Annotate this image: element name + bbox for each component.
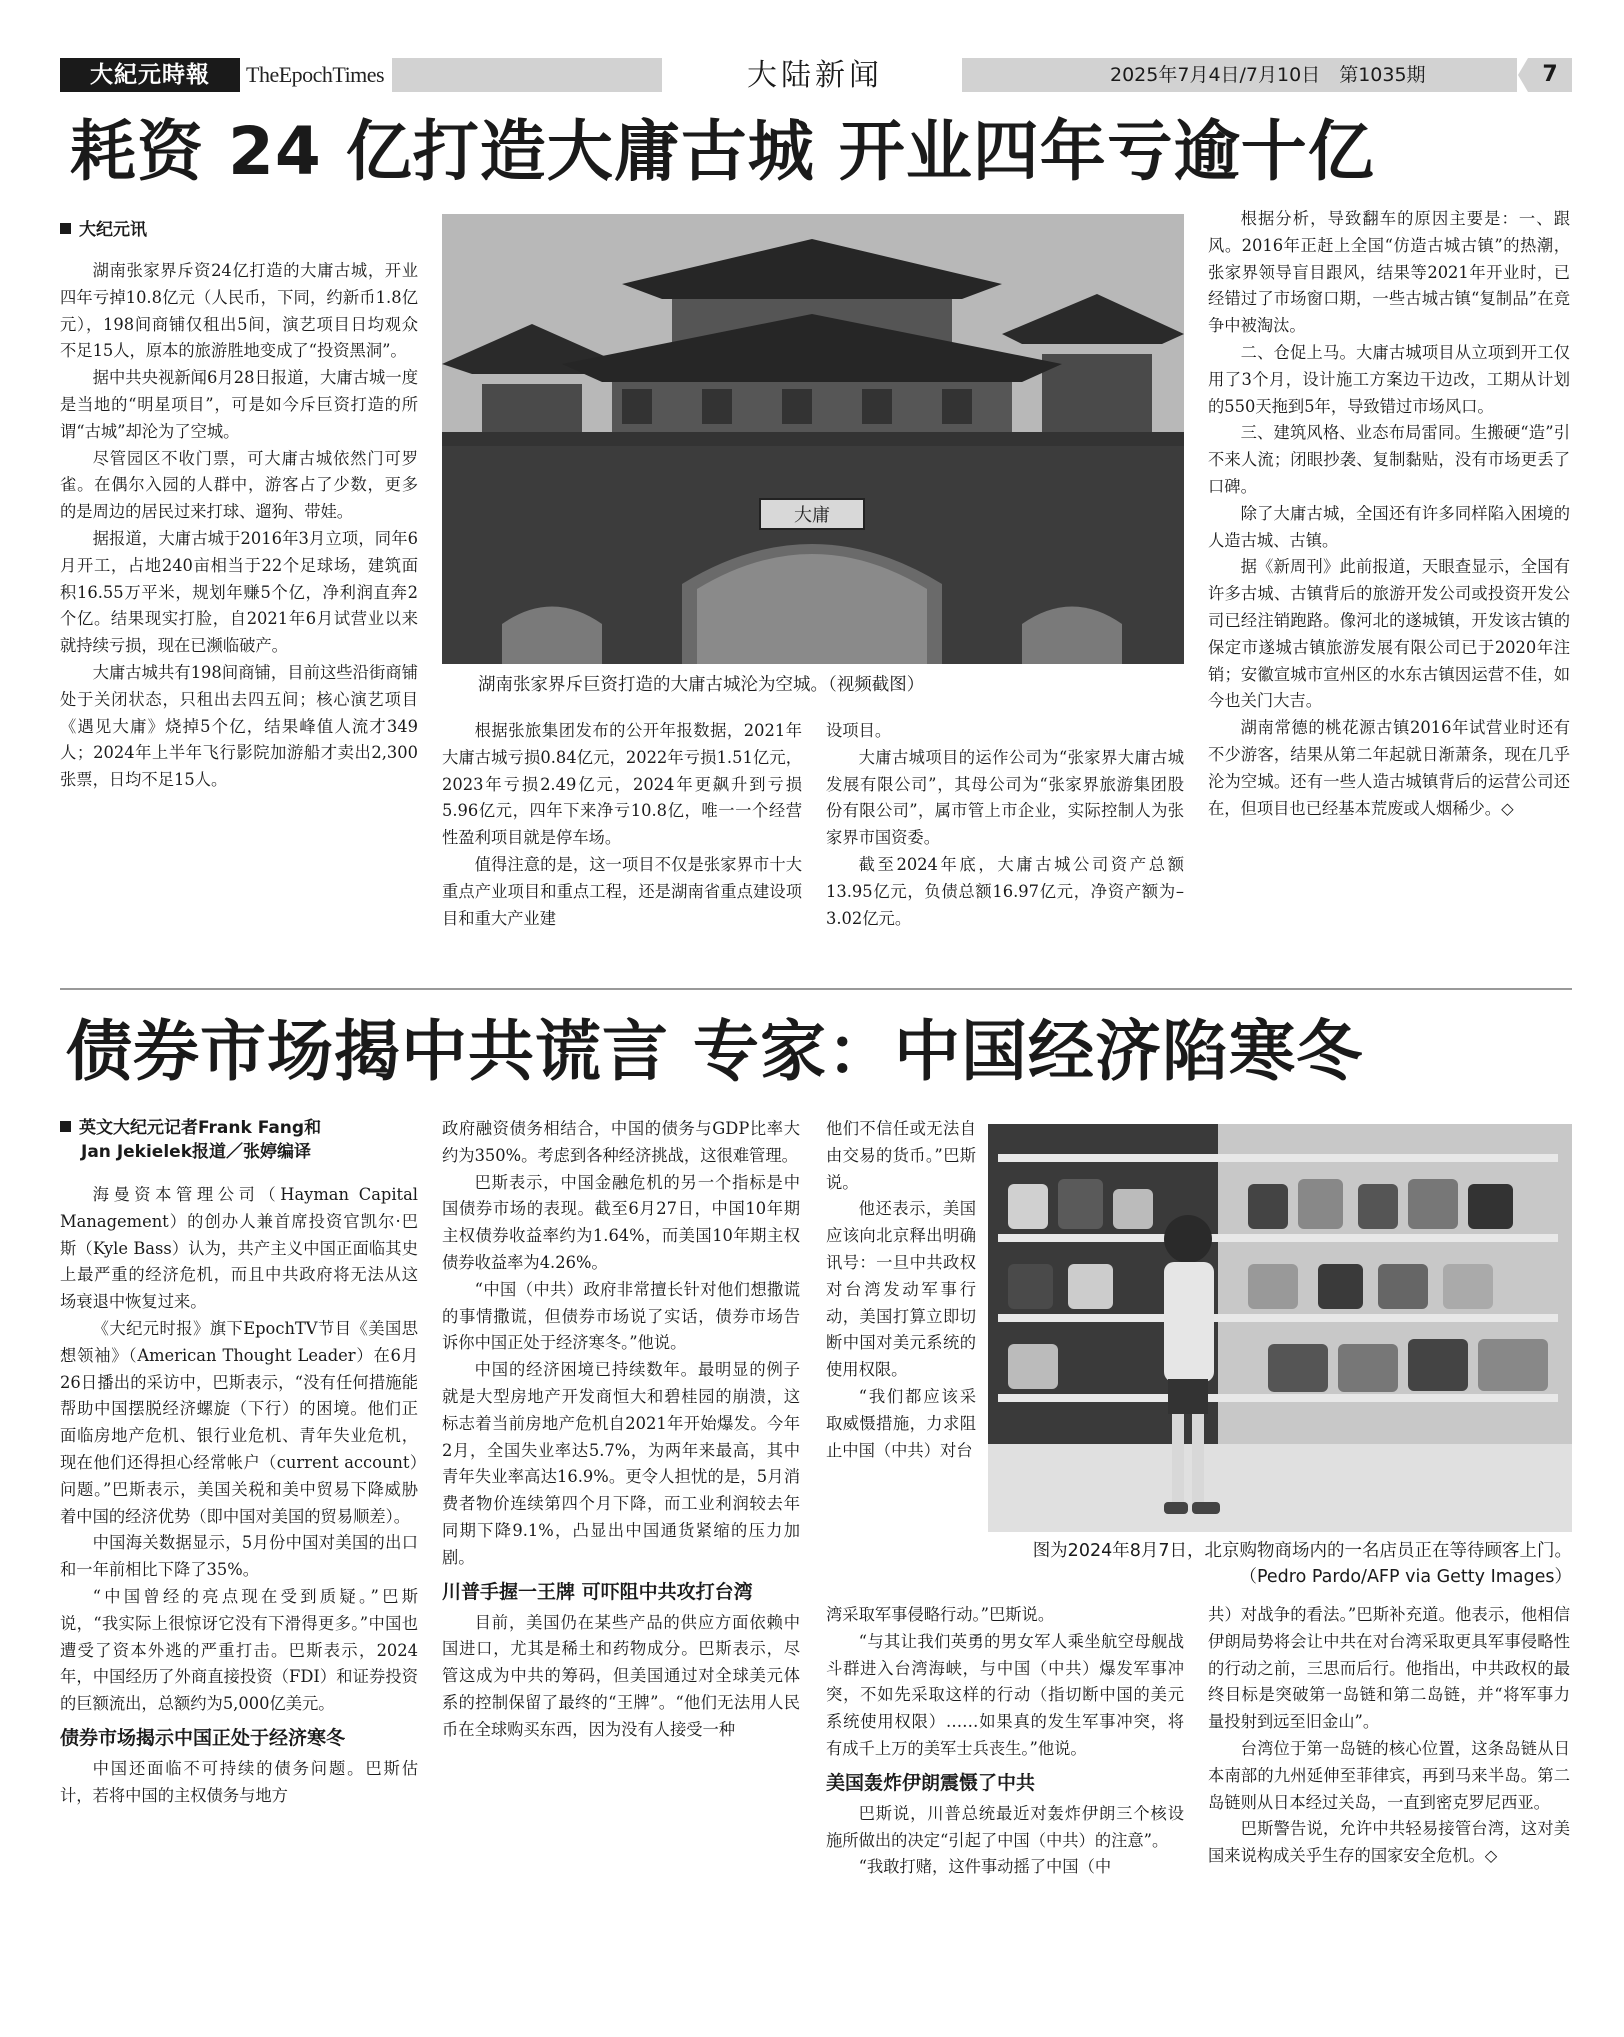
subheading: 川普手握一王牌 可吓阻中共攻打台湾	[442, 1580, 753, 1603]
paragraph: 台湾位于第一岛链的核心位置，这条岛链从日本南部的九州延伸至菲律宾，再到马来半岛。第二岛链则从日本经过关岛，一直到密克罗尼西亚。	[1208, 1738, 1570, 1812]
article2-photo	[988, 1124, 1572, 1532]
article1-column-3	[826, 718, 1184, 932]
paragraph: 共）对战争的看法。”巴斯补充道。他表示，他相信伊朗局势将会让中共在对台湾采取更具军事侵略性的行动之前，三思而后行。他指出，中共政权的最终目标是突破第一岛链和第二岛链，并“将军事力量投射到远至旧金山”。	[1208, 1605, 1570, 1732]
paragraph: 巴斯表示，中国金融危机的另一个指标是中国债券市场的表现。截至6月27日，中国10年期主权债券收益率约为1.64%，而美国10年期主权债券收益率为4.26%。	[442, 1172, 800, 1272]
paragraph: 湖南张家界斥资24亿打造的大庸古城，开业四年亏掉10.8亿元（人民币，下同，约新币1.8亿元），198间商铺仅租出5间，演艺项目日均观众不足15人，原本的旅游胜地变成了“投资黑洞”。	[60, 261, 418, 361]
byline-text-1: 英文大纪元记者Frank Fang和	[79, 1118, 322, 1138]
article2-caption: 图为2024年8月7日，北京购物商场内的一名店员正在等待顾客上门。（Pedro Pardo/AFP via Getty Images）	[1032, 1541, 1572, 1587]
article2-column-4	[1208, 1602, 1570, 1870]
paragraph: 二、仓促上马。大庸古城项目从立项到开工仅用了3个月，设计施工方案边干边改，工期从计划的550天拖到5年，导致错过市场风口。	[1208, 342, 1570, 416]
paragraph: 湖南常德的桃花源古镇2016年试营业时还有不少游客，结果从第二年起就日渐萧条，现在几乎沦为空城。还有一些人造古城镇背后的运营公司还在，但项目也已经基本荒废或人烟稀少。◇	[1208, 718, 1570, 818]
issue-dateline: 2025年7月4日/7月10日 第1035期	[1110, 64, 1426, 86]
bullet-square-icon	[60, 1121, 71, 1132]
byline-line-2: Jan Jekielek报道／张婷编译	[81, 1142, 311, 1162]
paragraph: 根据分析，导致翻车的原因主要是：一、跟风。2016年正赶上全国“仿造古城古镇”的热潮，张家界领导盲目跟风，结果等2021年开业时，已经错过了市场窗口期，一些古城古镇“复制品”在竞争中被淘汰。	[1208, 209, 1570, 336]
paragraph: 海曼资本管理公司（Hayman Capital Management）的创办人兼首席投资官凯尔·巴斯（Kyle Bass）认为，共产主义中国正面临其史上最严重的经济危机，而且中共政府将无法从这场衰退中恢复过来。	[60, 1185, 418, 1312]
paragraph: 《大纪元时报》旗下EpochTV节目《美国思想领袖》（American Thought Leader）在6月26日播出的采访中，巴斯表示，“没有任何措施能帮助中国摆脱经济螺旋（下行）的困境。他们正面临房地产危机、银行业危机、青年失业危机，现在他们还得担心经常帐户（current account）问题。”巴斯表示，美国关税和美中贸易下降威胁着中国的经济优势（即中国对美国的贸易顺差）。	[60, 1318, 418, 1526]
article1-byline-text: 大纪元讯	[79, 220, 147, 240]
masthead-bar-left	[392, 58, 662, 92]
paragraph: 截至2024年底，大庸古城公司资产总额13.95亿元，负债总额16.97亿元，净资产额为–3.02亿元。	[826, 854, 1184, 928]
paragraph: 中国的经济困境已持续数年。最明显的例子就是大型房地产开发商恒大和碧桂园的崩溃，这标志着当前房地产危机自2021年开始爆发。今年2月，全国失业率达5.7%，为两年来最高，其中青年失业率高达16.9%。更令人担忧的是，5月消费者物价连续第四个月下降，而工业利润较去年同期下降9.1%，凸显出中国通货紧缩的压力加剧。	[442, 1360, 800, 1567]
paragraph: 他还表示，美国应该向北京释出明确讯号：一旦中共政权对台湾发动军事行动，美国打算立即切断中国对美元系统的使用权限。	[826, 1199, 976, 1380]
article1-byline	[60, 218, 147, 242]
paragraph: “中国（中共）政府非常擅长针对他们想撒谎的事情撒谎，但债券市场说了实话，债券市场告诉你中国正处于经济寒冬。”他说。	[442, 1279, 800, 1353]
article2-column-3-wide	[826, 1602, 1184, 1881]
article1-column-2	[442, 718, 802, 932]
paragraph: 湾采取军事侵略行动。”巴斯说。	[826, 1605, 1055, 1624]
subheading: 美国轰炸伊朗震慑了中共	[826, 1771, 1036, 1794]
paragraph: 除了大庸古城，全国还有许多同样陷入困境的人造古城、古镇。	[1208, 503, 1570, 550]
paragraph: “我们都应该采取威慑措施，力求阻止中国（中共）对台	[826, 1386, 976, 1460]
bullet-square-icon	[60, 223, 71, 234]
article2-column-2	[442, 1116, 800, 1744]
newspaper-logo: 大紀元時報	[60, 58, 240, 92]
paragraph: 据报道，大庸古城于2016年3月立项，同年6月开工，占地240亩相当于22个足球场，建筑面积16.55万平米，规划年赚5个亿，净利润直奔2个亿。结果现实打脸，自2021年6月试营业以来就持续亏损，现在已濒临破产。	[60, 528, 418, 656]
paragraph: 他们不信任或无法自由交易的货币。”巴斯说。	[826, 1119, 976, 1192]
paragraph: 尽管园区不收门票，可大庸古城依然门可罗雀。在偶尔入园的人群中，游客占了少数，更多的是周边的居民过来打球、遛狗、带娃。	[60, 448, 418, 522]
page-number: 7	[1528, 58, 1572, 92]
gate-sign-text: 大庸	[794, 505, 830, 526]
section-title: 大陆新闻	[747, 58, 883, 93]
article2-column-3-narrow	[826, 1116, 976, 1464]
paragraph: “与其让我们英勇的男女军人乘坐航空母舰战斗群进入台湾海峡，与中国（中共）爆发军事冲突，不如先采取这样的行动（指切断中国的美元系统使用权限）……如果真的发生军事冲突，将有成千上万的美军士兵丧生。”他说。	[826, 1631, 1184, 1758]
article1-headline: 耗资 24 亿打造大庸古城 开业四年亏逾十亿	[70, 113, 1375, 190]
page-tab-notch	[1518, 58, 1528, 92]
paragraph: 三、建筑风格、业态布局雷同。生搬硬“造”引不来人流；闭眼抄袭、复制黏贴，没有市场更丢了口碑。	[1208, 423, 1570, 496]
paragraph: 据《新周刊》此前报道，天眼查显示，全国有许多古城、古镇背后的旅游开发公司或投资开发公司已经注销跑路。像河北的遂城镇，开发该古镇的保定市遂城古镇旅游发展有限公司已于2020年注销；安徽宣城市宣州区的水东古镇因运营不佳，如今也关门大吉。	[1208, 557, 1570, 711]
paragraph: 中国还面临不可持续的债务问题。巴斯估计，若将中国的主权债务与地方	[60, 1758, 418, 1805]
paragraph: 中国海关数据显示，5月份中国对美国的出口和一年前相比下降了35%。	[60, 1533, 418, 1580]
paragraph: 大庸古城共有198间商铺，目前这些沿街商铺处于关闭状态，只租出去四五间；核心演艺项目《遇见大庸》烧掉5个亿，结果峰值人流才349人；2024年上半年飞行影院加游船才卖出2,300张票，日均不足15人。	[60, 662, 418, 790]
shop-clerk-image	[988, 1124, 1572, 1532]
byline-line-1	[60, 1116, 430, 1140]
article2-byline	[60, 1116, 430, 1164]
paragraph: 目前，美国仍在某些产品的供应方面依赖中国进口，尤其是稀土和药物成分。巴斯表示，尽管这成为中共的筹码，但美国通过对全球美元体系的控制保留了最终的“王牌”。“他们无法用人民币在全球购买东西，因为没有人接受一种	[442, 1612, 800, 1739]
paragraph: “我敢打赌，这件事动摇了中国（中	[858, 1857, 1112, 1877]
article1-column-4	[1208, 206, 1570, 822]
article2-column-1	[60, 1182, 418, 1810]
subheading: 债券市场揭示中国正处于经济寒冬	[60, 1726, 346, 1749]
paragraph: 值得注意的是，这一项目不仅是张家界市十大重点产业项目和重点工程，还是湖南省重点建设项目和重大产业建	[442, 854, 802, 928]
paragraph: 设项目。	[826, 721, 892, 740]
article1-photo	[442, 214, 1184, 664]
newspaper-logo-english: TheEpochTimes	[246, 62, 385, 87]
paragraph: 政府融资债务相结合，中国的债务与GDP比率大约为350%。考虑到各种经济挑战，这很难管理。	[442, 1119, 800, 1165]
paragraph: 据中共央视新闻6月28日报道，大庸古城一度是当地的“明星项目”，可是如今斥巨资打造的所谓“古城”却沦为了空城。	[60, 368, 418, 441]
ancient-city-gate-image	[442, 214, 1184, 664]
paragraph: 大庸古城项目的运作公司为“张家界大庸古城发展有限公司”，其母公司为“张家界旅游集团股份有限公司”，属市管上市企业，实际控制人为张家界市国资委。	[826, 747, 1184, 848]
article1-caption: 湖南张家界斥巨资打造的大庸古城沦为空城。（视频截图）	[478, 675, 925, 695]
paragraph: 根据张旅集团发布的公开年报数据，2021年大庸古城亏损0.84亿元，2022年亏损1.51亿元，2023年亏损2.49亿元，2024年更飙升到亏损5.96亿元，四年下来净亏10.8亿，唯一一个经营性盈利项目就是停车场。	[442, 721, 802, 848]
paragraph: 巴斯警告说，允许中共轻易接管台湾，这对美国来说构成关乎生存的国家安全危机。◇	[1208, 1819, 1570, 1866]
paragraph: “中国曾经的亮点现在受到质疑。”巴斯说，“我实际上很惊讶它没有下滑得更多。”中国也遭受了资本外逃的严重打击。巴斯表示，2024年，中国经历了外商直接投资（FDI）和证券投资的巨额流出，总额约为5,000亿美元。	[60, 1586, 418, 1714]
article1-column-1	[60, 258, 418, 794]
article-divider	[60, 988, 1572, 990]
article2-headline: 债券市场揭中共谎言 专家：中国经济陷寒冬	[66, 1013, 1363, 1090]
paragraph: 巴斯说，川普总统最近对轰炸伊朗三个核设施所做出的决定“引起了中国（中共）的注意”。	[826, 1803, 1184, 1850]
